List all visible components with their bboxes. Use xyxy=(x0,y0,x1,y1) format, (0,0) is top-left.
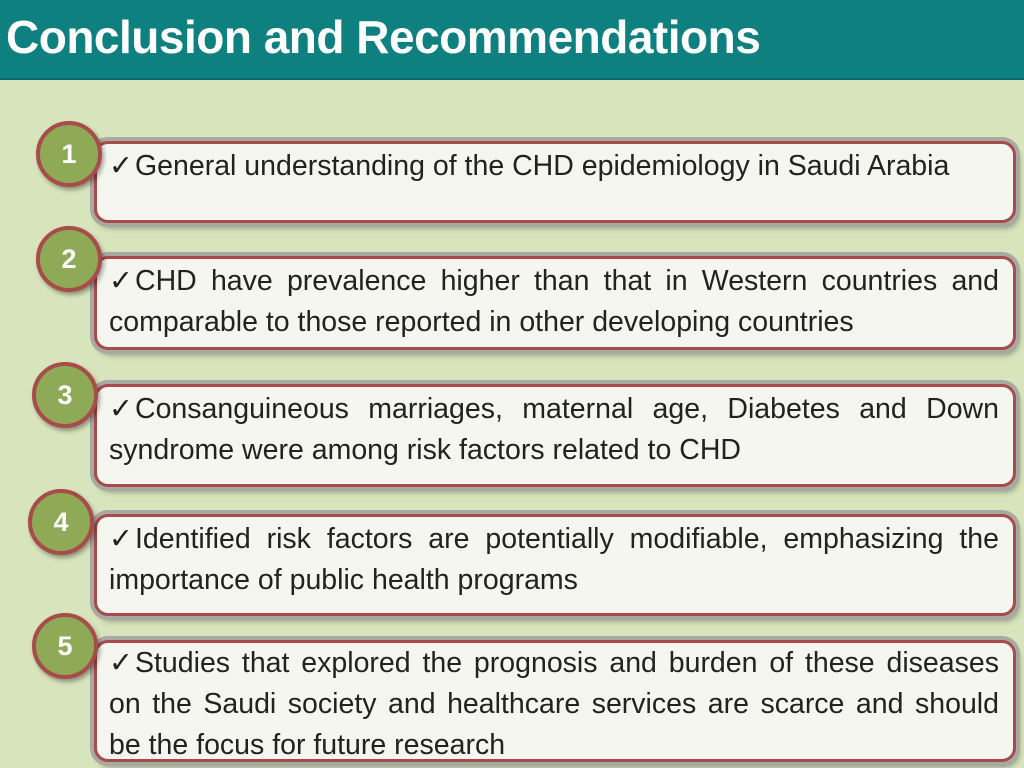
check-icon: ✓ xyxy=(109,647,133,679)
page-title: Conclusion and Recommendations xyxy=(6,11,761,63)
check-icon: ✓ xyxy=(109,265,133,297)
recommendation-box-4 xyxy=(94,514,1016,616)
number-badge-4: 4 xyxy=(28,489,94,555)
recommendation-text-5: ✓Studies that explored the prognosis and burden of these diseases on the Saudi society and healthcare services are scarce and should be the focus for future research xyxy=(109,643,999,766)
number-badge-1: 1 xyxy=(36,121,102,187)
recommendation-text-1: ✓General understanding of the CHD epidemiology in Saudi Arabia xyxy=(109,146,999,187)
recommendation-text-2: ✓CHD have prevalence higher than that in Western countries and comparable to those reported in other developing countries xyxy=(109,261,999,343)
number-badge-2: 2 xyxy=(36,226,102,292)
recommendation-box-5 xyxy=(94,640,1016,762)
check-icon: ✓ xyxy=(109,393,133,425)
recommendation-box-3 xyxy=(94,384,1016,487)
recommendation-box-2 xyxy=(94,256,1016,350)
recommendation-text-3: ✓Consanguineous marriages, maternal age, Diabetes and Down syndrome were among risk factors related to CHD xyxy=(109,389,999,471)
check-icon: ✓ xyxy=(109,150,133,182)
check-icon: ✓ xyxy=(109,523,133,555)
number-badge-3: 3 xyxy=(32,362,98,428)
title-bar xyxy=(0,0,1024,80)
recommendation-text-4: ✓Identified risk factors are potentially modifiable, emphasizing the importance of public health programs xyxy=(109,519,999,601)
number-badge-5: 5 xyxy=(32,613,98,679)
recommendation-box-1 xyxy=(94,141,1016,223)
